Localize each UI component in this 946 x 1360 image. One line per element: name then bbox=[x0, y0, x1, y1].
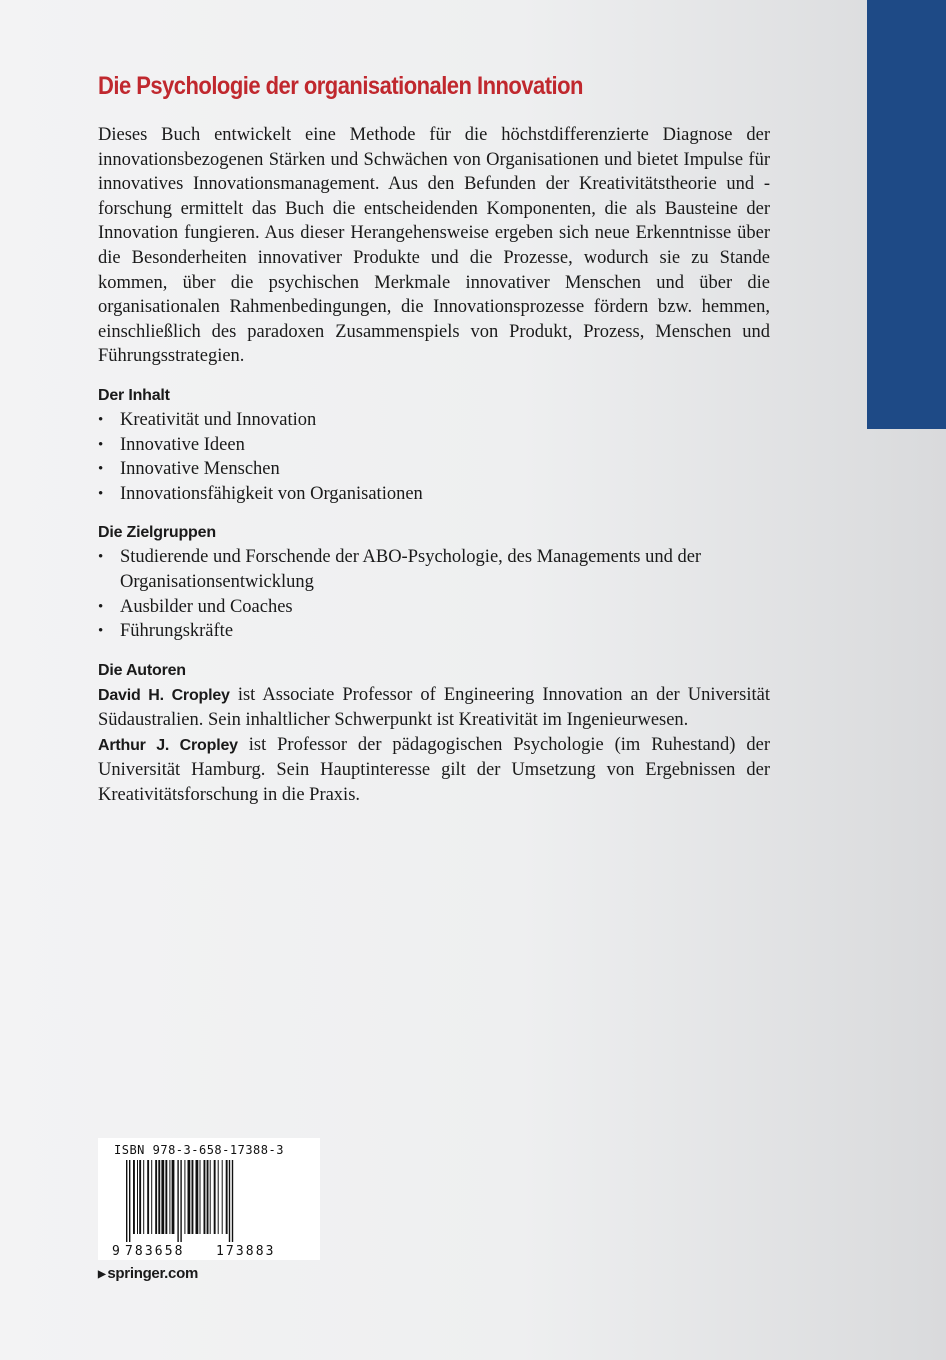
audience-list bbox=[98, 545, 770, 643]
list-item-text: Ausbilder und Coaches bbox=[120, 596, 293, 617]
barcode-bar bbox=[210, 1160, 211, 1234]
bullet-icon: • bbox=[98, 598, 104, 615]
publisher-website[interactable] bbox=[98, 1265, 198, 1282]
audience-heading: Die Zielgruppen bbox=[98, 524, 216, 542]
barcode-digits-right: 173883 bbox=[216, 1244, 276, 1259]
list-item-text: Kreativität und Innovation bbox=[120, 409, 317, 430]
author-name: David H. Cropley bbox=[98, 686, 230, 704]
list-item bbox=[98, 408, 770, 433]
barcode-bar bbox=[192, 1160, 194, 1234]
website-label: springer.com bbox=[107, 1265, 198, 1282]
list-item-text: Führungskräfte bbox=[120, 621, 234, 642]
barcode-bar bbox=[180, 1160, 181, 1242]
barcode-bar bbox=[229, 1160, 230, 1242]
intro-paragraph: Dieses Buch entwickelt eine Methode für die höchstdifferenzierte Diagnose der innovationsbezogenen Stärken und Schwächen von Organisationen und bietet Impulse für innovatives Innovationsmanagement. Aus den Befunden der Kreativitätstheorie und -forschung ermittelt das Buch die entscheidenden Komponenten, die als Bausteine der Innovation fungieren. Aus dieser Herangehensweise ergeben sich neue Erkenntnisse über die Besonderheiten innovativer Produkte und die Prozesse, wodurch sie zu Stande kommen, über die psychischen Merkmale innovativer Menschen und über die organisationalen Rahmenbedingungen, die Innovationsprozesse fördern bzw. hemmen, einschließlich des paradoxen Zusammenspiels von Produkt, Prozess, Menschen und Führungsstrategien. bbox=[98, 125, 770, 367]
author-entry bbox=[98, 683, 770, 733]
barcode-bar bbox=[169, 1160, 170, 1234]
barcode-bar bbox=[204, 1160, 206, 1234]
barcode-bar bbox=[147, 1160, 149, 1234]
back-cover-text bbox=[98, 72, 770, 808]
barcode-digit-lead: 9 bbox=[112, 1244, 120, 1259]
list-item-text: Studierende und Forschende der ABO-Psychologie, des Managements und der Organisationsentwicklung bbox=[120, 547, 702, 592]
authors-heading: Die Autoren bbox=[98, 661, 186, 679]
list-item bbox=[98, 457, 770, 482]
book-title: Die Psychologie der organisationalen Innovation bbox=[98, 72, 583, 100]
list-item bbox=[98, 619, 770, 644]
barcode-bar bbox=[226, 1160, 228, 1234]
barcode-bar bbox=[218, 1160, 219, 1234]
barcode-bar bbox=[196, 1160, 199, 1234]
barcode-graphic bbox=[98, 1138, 320, 1260]
barcode-bar bbox=[207, 1160, 209, 1234]
author-bio: ist Professor der pädagogischen Psychologie (im Ruhestand) der Universität Hamburg. Sein Hauptinteresse gilt der Umsetzung von Ergebnissen der Kreativitätsforschung in die Praxis. bbox=[98, 734, 770, 806]
bullet-icon: • bbox=[98, 436, 104, 453]
barcode-bar bbox=[200, 1160, 201, 1234]
barcode-bar bbox=[188, 1160, 191, 1234]
barcode-bar bbox=[158, 1160, 160, 1234]
list-item bbox=[98, 433, 770, 458]
bullet-icon: • bbox=[98, 461, 104, 478]
contents-heading: Der Inhalt bbox=[98, 386, 170, 404]
list-item-text: Innovative Menschen bbox=[120, 459, 280, 480]
barcode-bar bbox=[177, 1160, 178, 1242]
barcode-bar bbox=[126, 1160, 127, 1242]
barcode-bar bbox=[165, 1160, 167, 1234]
barcode-bar bbox=[155, 1160, 157, 1234]
author-entry bbox=[98, 733, 770, 808]
blue-color-band bbox=[867, 0, 946, 429]
barcode-bar bbox=[232, 1160, 233, 1242]
author-bio: ist Associate Professor of Engineering Innovation an der Universität Südaustralien. Sein inhaltlicher Schwerpunkt ist Kreativität im Ingenieurwesen. bbox=[98, 684, 771, 731]
isbn-label: ISBN 978-3-658-17388-3 bbox=[114, 1143, 284, 1157]
barcode-bar bbox=[133, 1160, 135, 1234]
barcode-bar bbox=[151, 1160, 152, 1234]
barcode-bar bbox=[137, 1160, 138, 1234]
list-item-text: Innovationsfähigkeit von Organisationen bbox=[120, 483, 423, 504]
bullet-icon: • bbox=[98, 411, 104, 428]
barcode-bar bbox=[161, 1160, 164, 1234]
barcode-bar bbox=[143, 1160, 144, 1234]
barcode-bar bbox=[129, 1160, 130, 1242]
list-item bbox=[98, 595, 770, 620]
bullet-icon: • bbox=[98, 623, 104, 640]
barcode-bar bbox=[184, 1160, 185, 1234]
bullet-icon: • bbox=[98, 549, 104, 566]
bullet-icon: • bbox=[98, 485, 104, 502]
list-item bbox=[98, 482, 770, 507]
barcode-digits-left: 783658 bbox=[125, 1244, 185, 1259]
barcode-bar bbox=[222, 1160, 223, 1234]
arrow-right-icon: ▶ bbox=[98, 1269, 106, 1280]
author-name: Arthur J. Cropley bbox=[98, 736, 238, 754]
contents-list bbox=[98, 408, 770, 506]
barcode-bar bbox=[172, 1160, 175, 1234]
list-item-text: Innovative Ideen bbox=[120, 434, 245, 455]
barcode-bar bbox=[139, 1160, 141, 1234]
isbn-barcode bbox=[98, 1138, 320, 1260]
list-item bbox=[98, 545, 770, 594]
barcode-bars bbox=[126, 1160, 233, 1242]
barcode-bar bbox=[214, 1160, 216, 1234]
